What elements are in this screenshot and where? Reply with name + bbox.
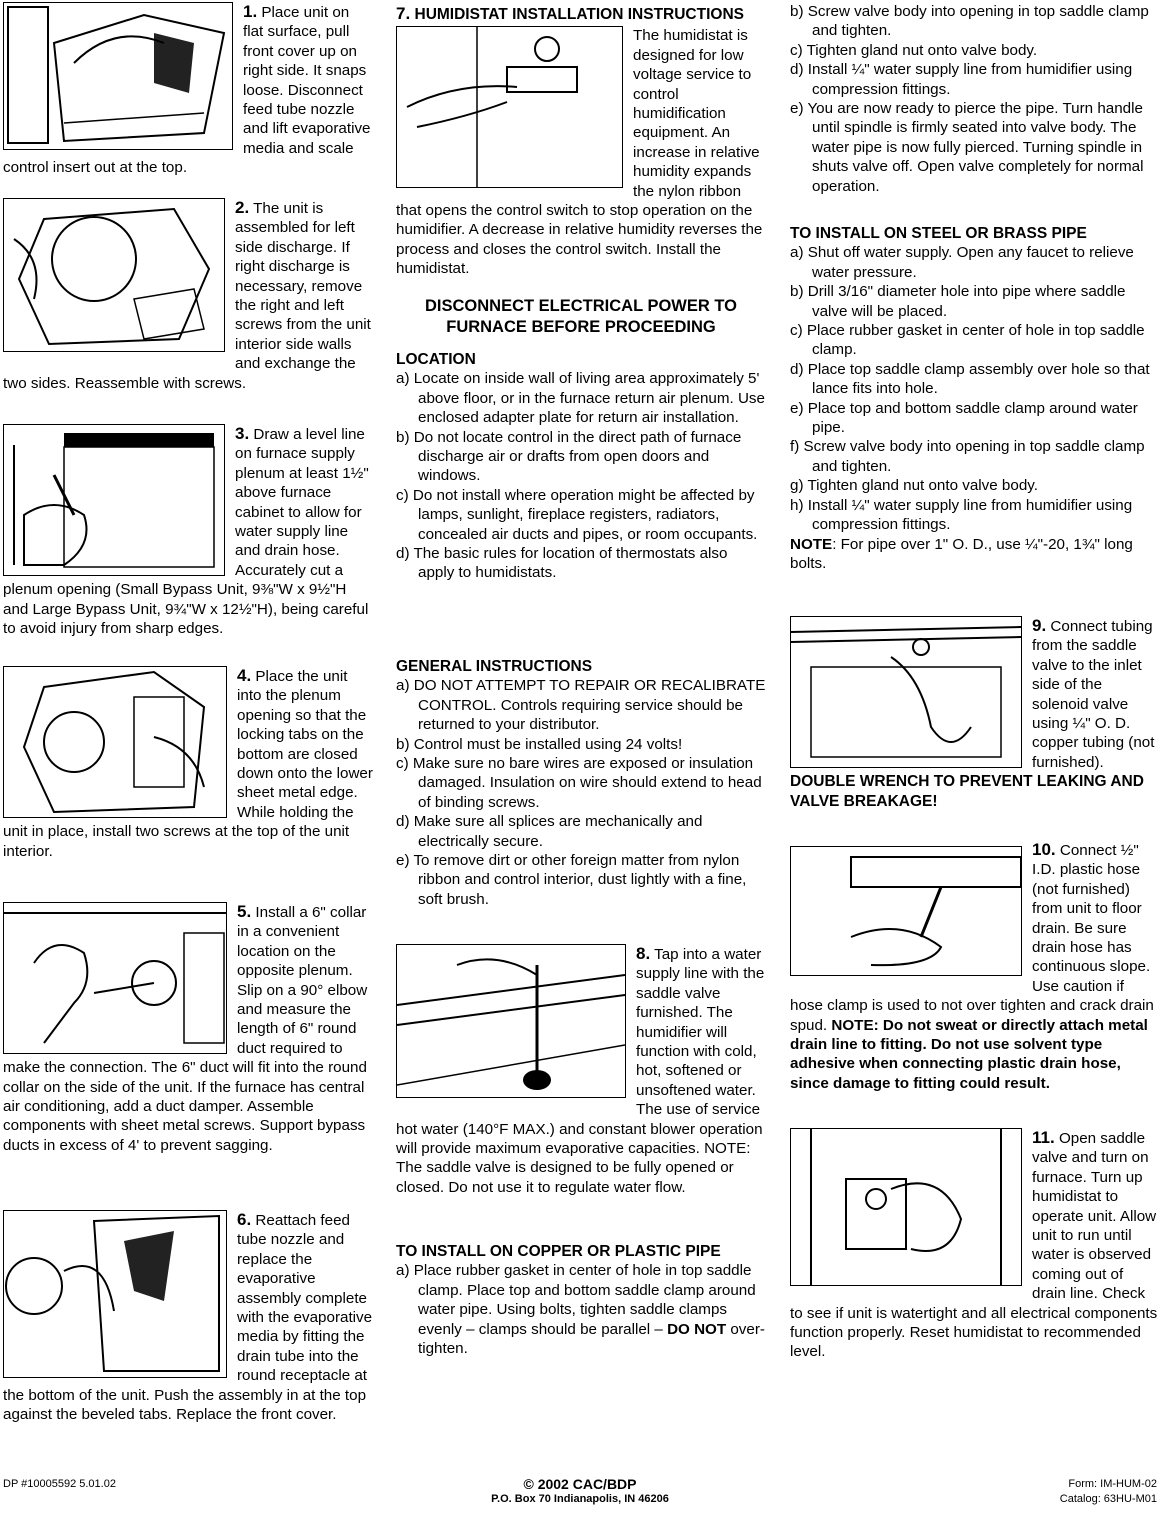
step-9-number: 9. <box>1032 616 1047 635</box>
steel-item: g) Tighten gland nut onto valve body. <box>790 477 1038 495</box>
step-1-text: Place unit on flat surface, pull front cover up on right side. It snaps loose. Disconnect feed tube nozzle and lift evaporative media and scale control insert out at the top. <box>3 4 371 177</box>
warning-block <box>396 296 766 338</box>
step-1-number: 1. <box>243 2 258 21</box>
step-7-illustration <box>396 26 623 188</box>
step-9-warning: DOUBLE WRENCH TO PREVENT LEAKING AND VALVE BREAKAGE! <box>790 773 1144 810</box>
step-3 <box>3 424 373 638</box>
steel-note-label: NOTE <box>790 535 833 553</box>
location-section <box>396 350 766 583</box>
steel-title: TO INSTALL ON STEEL OR BRASS PIPE <box>790 225 1087 242</box>
step-6-illustration <box>3 1210 227 1378</box>
step-5 <box>3 902 373 1155</box>
steel-item: f) Screw valve body into opening in top saddle clamp and tighten. <box>790 438 1145 475</box>
location-item: a) Locate on inside wall of living area approximately 5' above floor, or in the furnace return air plenum. Use enclosed adapter plate for return air installation. <box>396 370 765 427</box>
step-8 <box>396 944 766 1197</box>
step-11-text: Open saddle valve and turn on furnace. Turn up humidistat to operate unit. Allow unit to run until water is observed coming out of drain line. Check to see if unit is watertight and all electrical components function properly. Reset humidistat to recommended level. <box>790 1130 1158 1361</box>
general-section <box>396 657 766 909</box>
copper-item: d) Install ¼" water supply line from humidifier using compression fittings. <box>790 61 1133 98</box>
step-10 <box>790 840 1160 1093</box>
steel-note-text: : For pipe over 1" O. D., use ¼"-20, 1¾" long bolts. <box>790 535 1133 572</box>
step-3-number: 3. <box>235 424 250 443</box>
step-2-text: The unit is assembled for left side discharge. If right discharge is necessary, remove the right and left screws from the unit interior side walls and exchange the two sides. Reassemble with screws. <box>3 200 371 392</box>
step-9-text: Connect tubing from the saddle valve to the inlet side of the solenoid valve using ¼" O. D. copper tubing (not furnished). <box>1032 618 1155 771</box>
step-8-number: 8. <box>636 944 651 963</box>
copyright: © 2002 CAC/BDP <box>523 1476 637 1492</box>
step-1 <box>3 2 373 178</box>
general-title: GENERAL INSTRUCTIONS <box>396 658 593 675</box>
step-9 <box>790 616 1160 811</box>
footer-right <box>1060 1477 1157 1507</box>
step-1-illustration <box>3 2 233 150</box>
form-number: Form: IM-HUM-02 <box>1068 1478 1157 1490</box>
step-10-illustration <box>790 846 1022 976</box>
step-9-illustration <box>790 616 1022 768</box>
step-10-text: Connect ½" I.D. plastic hose (not furnished) from unit to floor drain. Be sure drain hose has continuous slope. Use caution if hose clamp is used to not over tighten and crack drain spud. <box>790 842 1154 1034</box>
step-4-number: 4. <box>237 666 252 685</box>
copper-item: b) Screw valve body into opening in top saddle clamp and tighten. <box>790 3 1149 40</box>
step-5-text: Install a 6" collar in a convenient location on the opposite plenum. Slip on a 90° elbow and measure the length of 6" round duct required to make the connection. The 6" duct will fit into the round collar on the side of the unit. If the furnace has central air conditioning, add a duct damper. Assemble components with sheet metal screws. Support bypass ducts in excess of 4' to prevent sagging. <box>3 904 368 1154</box>
location-item: b) Do not locate control in the direct path of furnace discharge air or drafts from open doors and windows. <box>396 428 742 485</box>
step-11-number: 11. <box>1032 1128 1055 1147</box>
location-item: c) Do not install where operation might be affected by lamps, sunlight, fireplace registers, radiators, concealed air ducts and pipes, or room occupants. <box>396 486 758 543</box>
location-title: LOCATION <box>396 351 476 368</box>
steel-item: b) Drill 3/16" diameter hole into pipe where saddle valve will be placed. <box>790 283 1126 320</box>
copper-continued <box>790 2 1160 196</box>
step-3-illustration <box>3 424 225 576</box>
general-item: d) Make sure all splices are mechanically and electrically secure. <box>396 813 703 850</box>
step-8-text: Tap into a water supply line with the saddle valve furnished. The humidifier will function with cold, hot, softened or unsoftened water. The use of service hot water (140°F MAX.) and constant blower operation will provide maximum evaporative capacities. NOTE: The saddle valve is designed to be fully opened or closed. Do not use it to regulate water flow. <box>396 946 765 1196</box>
step-7-text: The humidistat is designed for low voltage service to control humidification equipment. An increase in relative humidity expands the nylon ribbon that opens the control switch to stop operation on the humidifier. A decrease in relative humidity reverses the process and closes the control switch. Install the humidistat. <box>396 27 763 278</box>
step-6-number: 6. <box>237 1210 252 1229</box>
copper-section <box>396 1242 766 1358</box>
do-not-label: DO NOT <box>667 1320 727 1338</box>
step-4-illustration <box>3 666 227 818</box>
copper-item: c) Tighten gland nut onto valve body. <box>790 41 1038 59</box>
step-10-note: NOTE: Do not sweat or directly attach metal drain line to fitting. Do not use solvent type adhesive when connecting plastic drain hose, since damage to fitting could result. <box>790 1016 1148 1092</box>
disconnect-warning: DISCONNECT ELECTRICAL POWER TO FURNACE BEFORE PROCEEDING <box>425 297 737 336</box>
step-7 <box>396 4 766 279</box>
general-item: c) Make sure no bare wires are exposed or insulation damaged. Insulation on wire should extend to head of binding screws. <box>396 755 762 811</box>
catalog-number: Catalog: 63HU-M01 <box>1059 1493 1157 1505</box>
step-7-title: HUMIDISTAT INSTALLATION INSTRUCTIONS <box>414 6 744 23</box>
step-3-text: Draw a level line on furnace supply plenum at least 1½" above furnace cabinet to allow for water supply line and drain hose. Accurately cut a plenum opening (Small Bypass Unit, 9⅜"W x 9½"H and Large Bypass Unit, 9¾"W x 12½"H), being careful to avoid injury from sharp edges. <box>3 426 369 638</box>
address: P.O. Box 70 Indianapolis, IN 46206 <box>491 1493 669 1505</box>
copper-title: TO INSTALL ON COPPER OR PLASTIC PIPE <box>396 1243 721 1260</box>
step-5-number: 5. <box>237 902 252 921</box>
general-item: e) To remove dirt or other foreign matter from nylon ribbon and control interior, dust lightly with a fine, soft brush. <box>396 852 747 908</box>
step-2-illustration <box>3 198 225 352</box>
step-11-illustration <box>790 1128 1022 1286</box>
location-item: d) The basic rules for location of thermostats also apply to humidistats. <box>396 545 728 582</box>
footer-left: DP #10005592 5.01.02 <box>3 1478 116 1490</box>
steel-item: d) Place top saddle clamp assembly over hole so that lance fits into hole. <box>790 360 1150 398</box>
steel-item: e) Place top and bottom saddle clamp around water pipe. <box>790 399 1138 437</box>
step-2 <box>3 198 373 393</box>
footer-center <box>440 1477 720 1507</box>
general-item: a) DO NOT ATTEMPT TO REPAIR OR RECALIBRATE CONTROL. Controls requiring service should be returned to your distributor. <box>396 677 766 734</box>
general-item: b) Control must be installed using 24 volts! <box>396 735 683 753</box>
step-11 <box>790 1128 1160 1362</box>
step-5-illustration <box>3 902 227 1054</box>
step-6-text: Reattach feed tube nozzle and replace the evaporative assembly complete with the evaporative media by fitting the drain tube into the round receptacle at the bottom of the unit. Push the assembly in at the top against the beveled tabs. Replace the front cover. <box>3 1212 373 1424</box>
step-6 <box>3 1210 373 1424</box>
step-8-illustration <box>396 944 626 1098</box>
copper-item-a: a) Place rubber gasket in center of hole in top saddle clamp. Place top and bottom saddle clamp around water pipe. Using bolts, tighten saddle clamps evenly – clamps should be parallel – DO NOT over-tighten. <box>396 1262 765 1358</box>
step-4-text: Place the unit into the plenum opening so that the locking tabs on the bottom are closed down onto the lower sheet metal edge. While holding the unit in place, install two screws at the top of the unit interior. <box>3 668 373 860</box>
steel-item: c) Place rubber gasket in center of hole in top saddle clamp. <box>790 322 1145 359</box>
copper-item: e) You are now ready to pierce the pipe. Turn handle until spindle is firmly seated into valve body. The water pipe is now fully pierced. Turning spindle in shuts valve off. Open valve completely for normal operation. <box>790 100 1144 195</box>
steel-section <box>790 224 1160 573</box>
step-7-number: 7. <box>396 4 411 23</box>
steel-item: a) Shut off water supply. Open any faucet to relieve water pressure. <box>790 244 1134 281</box>
steel-item: h) Install ¼" water supply line from humidifier using compression fittings. <box>790 496 1133 534</box>
step-2-number: 2. <box>235 198 250 217</box>
step-10-number: 10. <box>1032 840 1056 859</box>
step-4 <box>3 666 373 861</box>
